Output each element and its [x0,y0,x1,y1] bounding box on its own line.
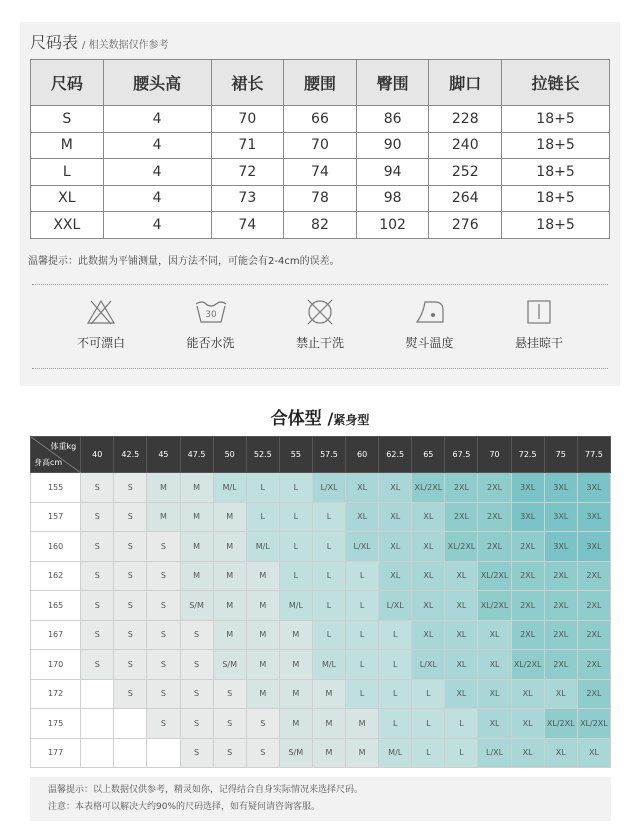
fit-size-cell: XL [346,502,379,532]
weight-header-cell: 72.5 [511,437,544,473]
footer-note [30,777,611,821]
weight-header-cell: 47.5 [180,437,213,473]
size-header-cell: 尺码 [31,60,104,106]
fit-size-cell: L [312,591,345,621]
care-item [56,298,146,351]
fit-size-cell: 3XL [577,473,610,503]
fit-size-cell: M [246,620,279,650]
height-cell: 172 [31,679,81,709]
fit-size-cell: XL [412,620,445,650]
size-cell: 73 [211,185,284,212]
size-cell: 86 [356,106,429,133]
fit-size-cell: 2XL [511,532,544,562]
fit-size-cell: S [81,620,114,650]
fit-size-cell: M [346,738,379,768]
hang-dry-icon [524,298,554,326]
fit-size-cell: M [312,679,345,709]
fit-size-cell: XL [346,473,379,503]
care-label: 悬挂晾干 [514,336,563,350]
fit-size-cell: XL/2XL [445,532,478,562]
fit-size-cell: S [114,473,147,503]
fit-size-cell: S [114,650,147,680]
fit-size-cell: XL [478,650,511,680]
fit-size-cell: XL/2XL [544,709,577,739]
fit-size-cell: 3XL [511,473,544,503]
size-cell: 252 [429,159,502,186]
fit-size-cell: L [445,709,478,739]
size-cell: 228 [429,106,502,133]
fit-size-cell: XL [577,738,610,768]
footer-line: 温馨提示：以上数据仅供参考，精灵如你，记得结合自身实际情况来选择尺码。 [48,785,364,795]
fit-size-cell: XL [478,679,511,709]
fit-size-cell: L [379,620,412,650]
fit-size-cell: XL [412,561,445,591]
fit-size-cell: L [279,502,312,532]
care-item [494,298,584,351]
size-cell: 18+5 [502,185,610,212]
fit-row [31,561,611,591]
fit-size-cell: M [279,650,312,680]
size-cell: 4 [103,132,211,159]
size-cell: 18+5 [502,106,610,133]
care-item [275,298,365,351]
fit-size-cell: M [213,561,246,591]
fit-size-cell: S [114,561,147,591]
size-cell: 4 [103,185,211,212]
height-cell: 162 [31,561,81,591]
fit-size-cell: XL [511,679,544,709]
no-bleach-icon [86,298,116,326]
fit-size-cell: L [445,738,478,768]
fit-size-cell: S [180,738,213,768]
weight-header-cell: 75 [544,437,577,473]
fit-size-cell: 2XL [577,679,610,709]
fit-size-cell: S [213,738,246,768]
care-item [166,298,256,351]
size-chart-title [30,30,169,53]
weight-header-cell: 57.5 [312,437,345,473]
fit-size-cell: M [246,650,279,680]
no-dry-clean-icon [305,298,335,326]
size-cell: 70 [284,132,357,159]
fit-size-cell: S [213,679,246,709]
size-header-cell: 拉链长 [502,60,610,106]
fit-size-cell: S [114,502,147,532]
size-row [31,185,610,212]
fit-size-cell: M [279,679,312,709]
fit-size-cell: S [147,620,180,650]
fit-size-cell: L [246,473,279,503]
fit-size-cell: L [379,709,412,739]
size-table [30,59,610,239]
fit-size-cell: 2XL [511,620,544,650]
fit-size-cell: 2XL [478,473,511,503]
fit-size-cell [81,679,114,709]
weight-header-cell: 52.5 [246,437,279,473]
fit-row [31,709,611,739]
fit-size-cell: XL/2XL [577,709,610,739]
fit-size-cell: M [246,561,279,591]
fit-size-cell: M/L [279,591,312,621]
weight-header-cell: 65 [412,437,445,473]
fit-size-cell: L [412,738,445,768]
fit-size-cell: S [180,679,213,709]
size-header-cell: 臀围 [356,60,429,106]
fit-size-cell: L [246,502,279,532]
fit-size-cell: 2XL [445,502,478,532]
care-label: 熨斗温度 [405,336,454,350]
fit-size-cell: XL [379,502,412,532]
size-cell: 66 [284,106,357,133]
fit-size-cell: XL/2XL [511,650,544,680]
fit-size-cell: 3XL [577,502,610,532]
size-cell: 4 [103,106,211,133]
size-cell: 78 [284,185,357,212]
weight-header-cell: 70 [478,437,511,473]
size-cell: 276 [429,212,502,239]
fit-size-cell: XL/2XL [478,591,511,621]
svg-text:30: 30 [204,310,217,320]
fit-size-cell: S [147,532,180,562]
fit-size-cell: M [180,561,213,591]
fit-size-cell: M [346,709,379,739]
size-row [31,159,610,186]
height-cell: 175 [31,709,81,739]
fit-size-cell: M [279,709,312,739]
size-header-cell: 裙长 [211,60,284,106]
fit-size-cell: S [81,561,114,591]
fit-size-cell: S [147,650,180,680]
fit-size-cell: M [213,502,246,532]
fit-size-cell: L/XL [346,532,379,562]
fit-size-cell: 2XL [478,502,511,532]
fit-size-cell: S [147,709,180,739]
fit-size-cell: XL [445,620,478,650]
fit-size-cell: L [412,679,445,709]
divider [32,284,608,285]
size-cell: 82 [284,212,357,239]
fit-size-cell: 3XL [511,502,544,532]
fit-row [31,591,611,621]
height-cell: 167 [31,620,81,650]
fit-size-cell: L/XL [478,738,511,768]
fit-row [31,502,611,532]
care-item [385,298,475,351]
height-cell: 165 [31,591,81,621]
fit-size-cell: L [312,620,345,650]
size-header-cell: 腰围 [284,60,357,106]
fit-size-cell: 2XL [445,473,478,503]
divider [32,368,608,369]
fit-size-cell: M [180,473,213,503]
fit-size-cell: L [346,650,379,680]
fit-size-cell: M [147,473,180,503]
height-cell: 160 [31,532,81,562]
size-cell: 74 [211,212,284,239]
fit-size-cell: M [213,620,246,650]
fit-size-cell [81,738,114,768]
fit-size-cell: 2XL [577,650,610,680]
size-cell: 94 [356,159,429,186]
fit-size-cell: M [180,502,213,532]
fit-size-cell: M [147,502,180,532]
fit-size-cell: L [312,561,345,591]
size-cell: 98 [356,185,429,212]
size-chart-title-text: 尺码表 [30,33,79,52]
size-cell: 90 [356,132,429,159]
fit-size-cell: M/L [379,738,412,768]
fit-size-cell: L/XL [412,650,445,680]
fit-title [0,404,640,429]
fit-size-cell: L [312,532,345,562]
size-cell: XL [31,185,104,212]
height-cell: 155 [31,473,81,503]
fit-size-cell: L [346,561,379,591]
fit-size-cell: S [114,679,147,709]
size-cell: M [31,132,104,159]
size-cell: 70 [211,106,284,133]
fit-size-cell [114,709,147,739]
fit-size-cell: S [81,591,114,621]
fit-size-cell: M [213,591,246,621]
fit-size-cell: S [246,738,279,768]
fit-row [31,650,611,680]
fit-size-cell: XL [379,561,412,591]
fit-size-cell: 3XL [544,502,577,532]
fit-size-cell: L [346,591,379,621]
fit-size-cell: XL [544,738,577,768]
fit-size-cell: XL [445,679,478,709]
size-cell: XXL [31,212,104,239]
fit-size-cell: XL [478,620,511,650]
fit-size-cell: 2XL [478,532,511,562]
fit-size-cell: L [346,620,379,650]
weight-header-cell: 40 [81,437,114,473]
fit-size-cell: S [114,620,147,650]
fit-size-cell: L [346,679,379,709]
weight-header-cell: 77.5 [577,437,610,473]
size-row [31,106,610,133]
fit-size-cell: M [312,709,345,739]
fit-size-cell: XL/2XL [412,473,445,503]
fit-size-cell: S [180,650,213,680]
weight-header-cell: 67.5 [445,437,478,473]
fit-title-slash: / [327,409,334,428]
fit-size-cell: 2XL [544,561,577,591]
fit-size-cell: 3XL [544,532,577,562]
weight-header-cell: 60 [346,437,379,473]
fit-row [31,473,611,503]
size-cell: 71 [211,132,284,159]
fit-size-cell: L [312,502,345,532]
size-header-cell: 腰头高 [103,60,211,106]
fit-size-cell: XL [544,679,577,709]
fit-size-cell: 2XL [577,591,610,621]
fit-size-cell: S [180,709,213,739]
fit-size-cell: M [246,679,279,709]
fit-corner-header [31,437,81,473]
fit-size-cell: M/L [213,473,246,503]
care-label: 不可漂白 [76,336,125,350]
fit-size-cell: L [279,532,312,562]
size-cell: 4 [103,159,211,186]
fit-size-cell: L [412,709,445,739]
fit-size-cell: S [147,591,180,621]
fit-size-cell: S/M [279,738,312,768]
weight-header-cell: 55 [279,437,312,473]
fit-size-cell [147,738,180,768]
fit-size-cell: S [81,502,114,532]
iron-temp-icon [413,298,447,326]
fit-size-cell: XL [412,532,445,562]
fit-size-cell: XL [478,709,511,739]
fit-size-cell: XL [445,650,478,680]
footer-line: 注意：本表格可以解决大约90%的尺码选择，如有疑问请咨询客服。 [48,802,321,812]
care-icons [30,298,610,351]
weight-header-cell: 50 [213,437,246,473]
fit-size-cell: L/XL [312,473,345,503]
fit-size-cell: 3XL [577,532,610,562]
fit-size-cell: XL [511,738,544,768]
fit-size-cell: S/M [180,591,213,621]
size-row [31,212,610,239]
fit-size-cell: XL [412,502,445,532]
fit-size-cell: XL [412,591,445,621]
fit-size-cell: S [114,591,147,621]
size-cell: S [31,106,104,133]
fit-size-cell: S [180,620,213,650]
fit-size-cell: M [180,532,213,562]
fit-size-cell: S [114,532,147,562]
fit-size-cell: 2XL [544,620,577,650]
measure-note: 温馨提示：此数据为平铺测量，因方法不同，可能会有2-4cm的误差。 [28,256,340,267]
fit-size-cell: 2XL [544,650,577,680]
height-cell: 177 [31,738,81,768]
fit-size-cell: L [279,473,312,503]
fit-row [31,738,611,768]
size-cell: 18+5 [502,159,610,186]
fit-table [30,436,611,768]
fit-size-cell: S [81,650,114,680]
size-row [31,132,610,159]
care-label: 禁止干洗 [295,336,344,350]
fit-size-cell: 2XL [511,591,544,621]
size-cell: L [31,159,104,186]
size-chart-subtitle: / 相关数据仅作参考 [82,40,169,51]
fit-title-main: 合体型 [270,409,322,429]
fit-size-cell: L/XL [379,591,412,621]
fit-size-cell: 2XL [544,591,577,621]
fit-size-cell: S [81,473,114,503]
fit-row [31,679,611,709]
fit-size-cell [114,738,147,768]
fit-row [31,532,611,562]
size-cell: 18+5 [502,212,610,239]
fit-size-cell: 2XL [511,561,544,591]
fit-size-cell: M [246,591,279,621]
fit-size-cell: S [147,679,180,709]
fit-size-cell: XL/2XL [478,561,511,591]
fit-size-cell: S [81,532,114,562]
size-cell: 18+5 [502,132,610,159]
weight-header-cell: 45 [147,437,180,473]
fit-size-cell: M/L [312,650,345,680]
height-axis-label: 身高cm [34,458,63,467]
size-cell: 102 [356,212,429,239]
size-cell: 72 [211,159,284,186]
weight-axis-label: 体重kg [50,442,77,451]
size-chart-panel [20,22,620,386]
size-cell: 74 [284,159,357,186]
fit-size-cell: 2XL [577,561,610,591]
fit-row [31,620,611,650]
fit-size-cell: XL [511,709,544,739]
fit-size-cell: XL [445,591,478,621]
size-cell: 240 [429,132,502,159]
fit-size-cell: S [147,561,180,591]
fit-size-cell: XL [379,473,412,503]
size-cell: 264 [429,185,502,212]
height-cell: 170 [31,650,81,680]
wash-30-icon [194,298,228,326]
fit-size-cell: L [379,650,412,680]
fit-size-cell: S [246,709,279,739]
fit-size-cell: M [213,532,246,562]
fit-size-cell: M/L [246,532,279,562]
fit-size-cell: 2XL [577,620,610,650]
fit-size-cell: M [279,620,312,650]
size-cell: 4 [103,212,211,239]
fit-size-cell: XL [445,561,478,591]
fit-size-cell: M [312,738,345,768]
fit-size-cell: XL [379,532,412,562]
fit-size-cell: S/M [213,650,246,680]
fit-size-cell: S [213,709,246,739]
size-header-cell: 脚口 [429,60,502,106]
care-label: 能否水洗 [186,336,235,350]
fit-title-sub: 紧身型 [333,413,370,427]
weight-header-cell: 62.5 [379,437,412,473]
fit-size-cell: 3XL [544,473,577,503]
weight-header-cell: 42.5 [114,437,147,473]
fit-size-cell [81,709,114,739]
fit-size-cell: L [379,679,412,709]
fit-size-cell: L [279,561,312,591]
height-cell: 157 [31,502,81,532]
